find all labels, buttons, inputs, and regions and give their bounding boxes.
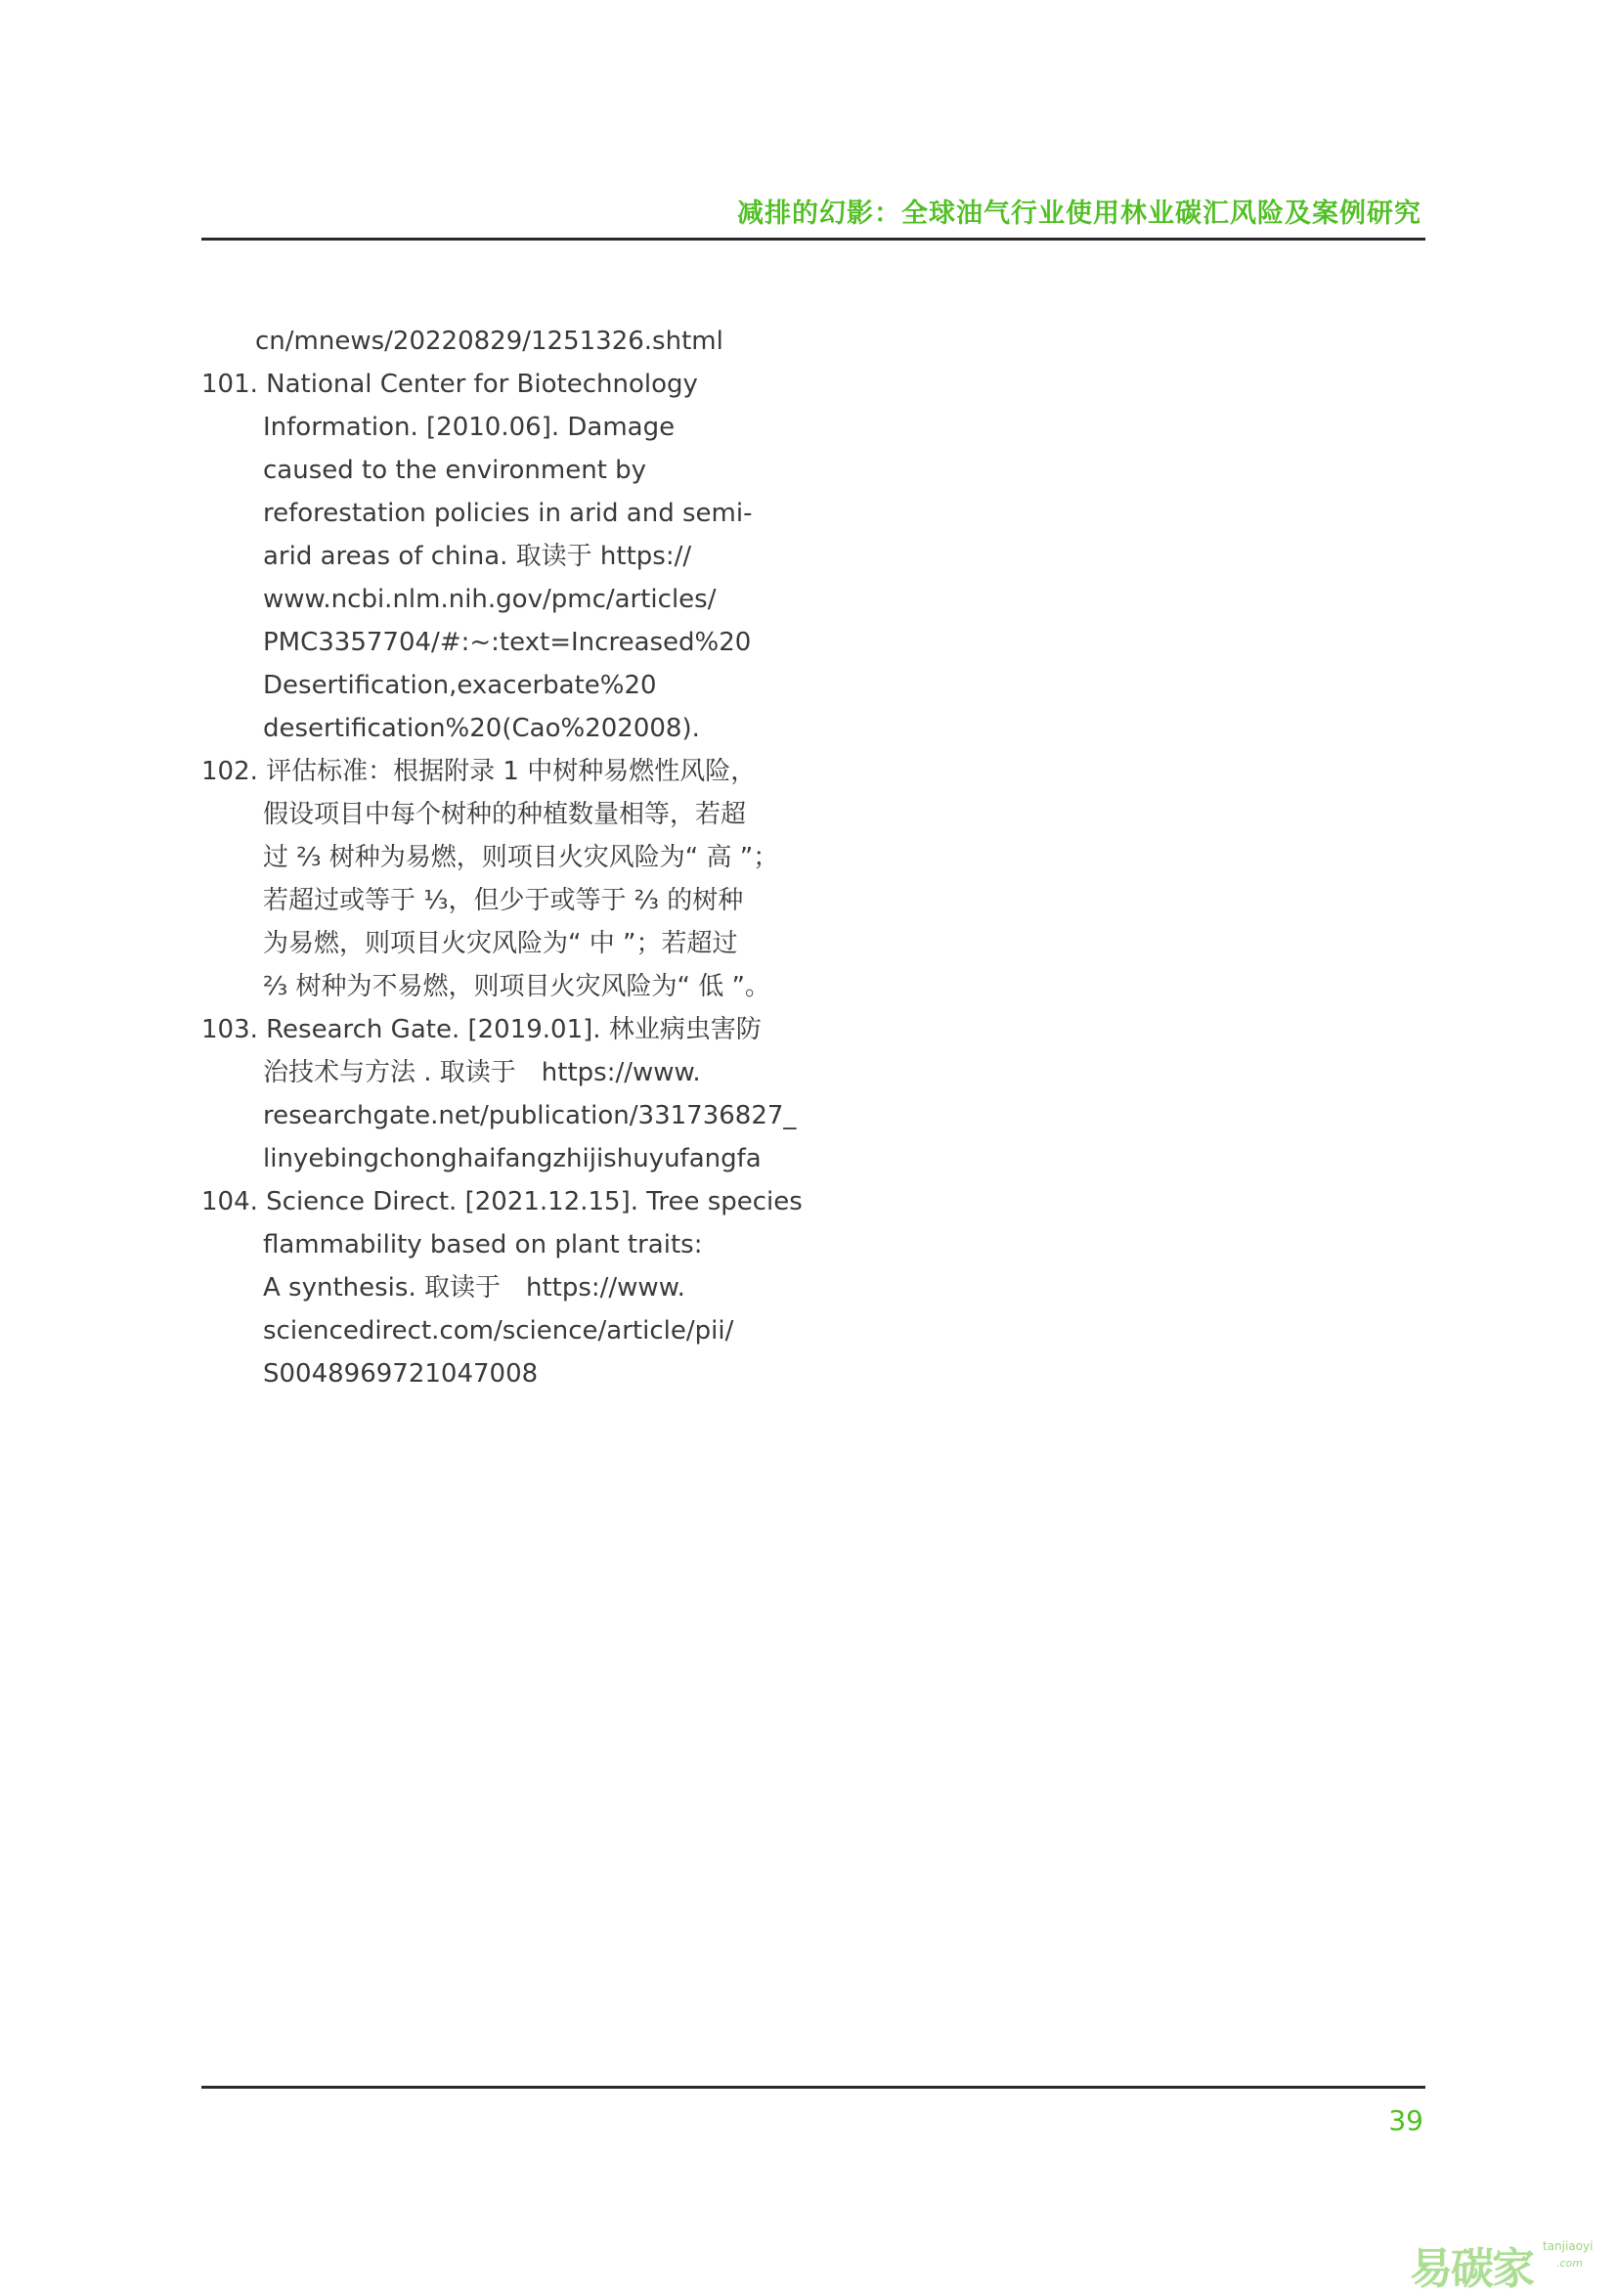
reference-line: A synthesis. 取读于 https://www.: [263, 1273, 685, 1303]
reference-line: Information. [2010.06]. Damage: [263, 413, 676, 442]
header-rule: [201, 238, 1425, 241]
reference-line: arid areas of china. 取读于 https://: [263, 542, 692, 571]
watermark-logo: [1410, 2233, 1595, 2294]
reference-line: 治技术与方法 . 取读于 https://www.: [263, 1058, 701, 1087]
reference-line: ⅔ 树种为不易燃，则项目火灾风险为“ 低 ”。: [263, 972, 770, 1001]
reference-line: 101. National Center for Biotechnology: [201, 370, 698, 399]
reference-line: 假设项目中每个树种的种植数量相等，若超: [263, 800, 747, 829]
reference-line: 102. 评估标准：根据附录 1 中树种易燃性风险，: [201, 757, 757, 786]
page-number: 39: [1388, 2104, 1423, 2137]
watermark-brand: 易碳家: [1410, 2244, 1533, 2294]
footer-rule: [201, 2086, 1425, 2089]
reference-line: 103. Research Gate. [2019.01]. 林业病虫害防: [201, 1015, 762, 1044]
reference-line: linyebingchonghaifangzhijishuyufangfa: [263, 1144, 762, 1173]
watermark-domain: tanjiaoyi: [1543, 2239, 1594, 2253]
reference-line: caused to the environment by: [263, 456, 647, 485]
reference-line: www.ncbi.nlm.nih.gov/pmc/articles/: [263, 585, 717, 614]
reference-line: cn/mnews/20220829/1251326.shtml: [255, 327, 723, 356]
reference-line: Desertification,exacerbate%20: [263, 671, 657, 700]
watermark-tld: .com: [1556, 2257, 1583, 2270]
reference-line: reforestation policies in arid and semi-: [263, 499, 753, 528]
header-title: 减排的幻影：全球油气行业使用林业碳汇风险及案例研究: [737, 199, 1421, 229]
reference-line: 过 ⅔ 树种为易燃，则项目火灾风险为“ 高 ”；: [263, 843, 779, 872]
reference-line: PMC3357704/#:~:text=Increased%20: [263, 628, 752, 657]
reference-line: S0048969721047008: [263, 1359, 539, 1389]
reference-line: sciencedirect.com/science/article/pii/: [263, 1316, 734, 1346]
reference-line: flammability based on plant traits:: [263, 1230, 703, 1259]
reference-line: researchgate.net/publication/331736827_: [263, 1101, 797, 1130]
reference-line: 104. Science Direct. [2021.12.15]. Tree species: [201, 1187, 803, 1216]
reference-line: 若超过或等于 ⅓，但少于或等于 ⅔ 的树种: [263, 886, 744, 915]
reference-line: desertification%20(Cao%202008).: [263, 714, 700, 743]
reference-line: 为易燃，则项目火灾风险为“ 中 ”；若超过: [263, 929, 738, 958]
